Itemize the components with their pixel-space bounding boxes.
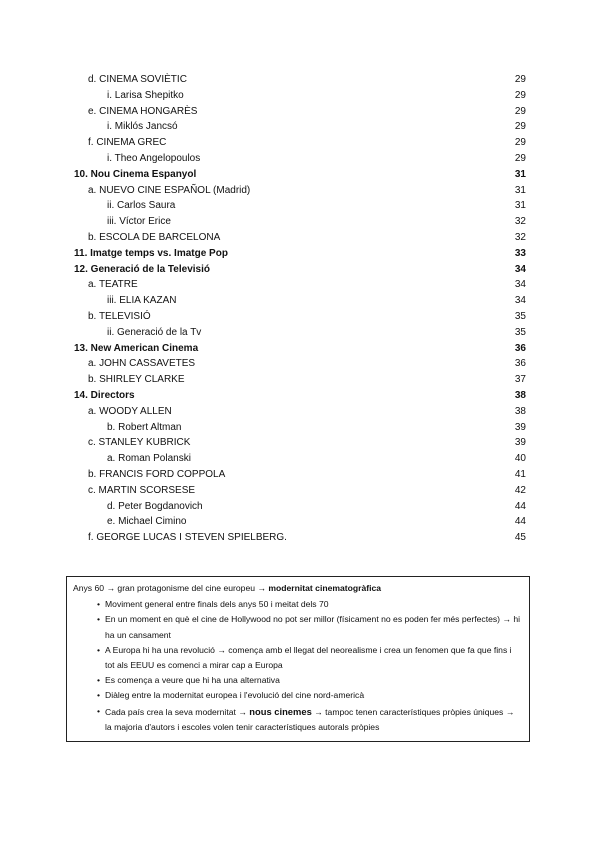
- summary-bullet: [97, 673, 523, 688]
- summary-intro-emphasis: modernitat cinematogràfica: [268, 583, 382, 593]
- toc-entry[interactable]: [0, 372, 600, 388]
- toc-entry-page: 31: [514, 168, 526, 180]
- toc-entry-label: f. CINEMA GREC: [88, 137, 167, 149]
- toc-entry-label: b. FRANCIS FORD COPPOLA: [88, 468, 226, 480]
- toc-entry-label: f. GEORGE LUCAS I STEVEN SPIELBERG.: [88, 532, 287, 544]
- toc-entry[interactable]: [0, 483, 600, 499]
- toc-entry-page: 35: [514, 326, 526, 338]
- toc-entry-label: e. Michael Cimino: [107, 516, 187, 528]
- toc-entry-label: c. STANLEY KUBRICK: [88, 437, 191, 449]
- toc-entry-label: i. Miklós Jancsó: [107, 121, 178, 133]
- toc-entry-label: a. JOHN CASSAVETES: [88, 358, 196, 370]
- toc-entry[interactable]: [0, 151, 600, 167]
- toc-entry[interactable]: [0, 198, 600, 214]
- summary-intro: [73, 581, 523, 596]
- toc-entry[interactable]: [0, 341, 600, 357]
- toc-entry[interactable]: [0, 104, 600, 120]
- summary-bullet-text: Diàleg entre la modernitat europea i l'evolució del cine nord-americà: [105, 690, 365, 701]
- toc-entry[interactable]: [0, 356, 600, 372]
- toc-entry-page: 29: [514, 152, 526, 164]
- summary-bullet-list: [73, 597, 523, 735]
- toc-entry[interactable]: [0, 214, 600, 230]
- toc-entry[interactable]: [0, 167, 600, 183]
- toc-entry-page: 34: [514, 295, 526, 307]
- toc-entry-page: 44: [514, 516, 526, 528]
- toc-entry[interactable]: [0, 388, 600, 404]
- toc-entry-page: 40: [514, 453, 526, 465]
- toc-entry-label: b. SHIRLEY CLARKE: [88, 374, 185, 386]
- toc-entry-page: 39: [514, 421, 526, 433]
- toc-entry[interactable]: [0, 467, 600, 483]
- toc-entry-page: 34: [514, 279, 526, 291]
- toc-entry[interactable]: [0, 325, 600, 341]
- toc-entry-page: 42: [514, 484, 526, 496]
- toc-entry-page: 45: [514, 532, 526, 544]
- toc-entry-page: 31: [514, 184, 526, 196]
- toc-entry[interactable]: [0, 88, 600, 104]
- toc-entry-page: 36: [514, 342, 526, 354]
- toc-entry-label: b. ESCOLA DE BARCELONA: [88, 231, 221, 243]
- toc-entry-label: b. Robert Altman: [107, 421, 182, 433]
- toc-entry[interactable]: [0, 262, 600, 278]
- toc-entry[interactable]: [0, 514, 600, 530]
- summary-bullet: [97, 597, 523, 612]
- toc-entry-label: iii. Víctor Erice: [107, 216, 171, 228]
- toc-entry-label: 11. Imatge temps vs. Imatge Pop: [74, 247, 228, 259]
- toc-entry-page: 37: [514, 374, 526, 386]
- toc-entry[interactable]: [0, 530, 600, 546]
- toc-entry-page: 33: [514, 247, 526, 259]
- summary-intro-text: Anys 60 → gran protagonisme del cine europeu →: [73, 583, 269, 593]
- summary-bullet: [97, 688, 523, 703]
- toc-entry-page: 39: [514, 437, 526, 449]
- toc-entry-label: a. TEATRE: [88, 279, 138, 291]
- toc-entry[interactable]: [0, 420, 600, 436]
- toc-entry-page: 36: [514, 358, 526, 370]
- toc-entry-page: 44: [514, 500, 526, 512]
- toc-entry-label: c. MARTIN SCORSESE: [88, 484, 196, 496]
- toc-entry-page: 29: [514, 137, 526, 149]
- toc-entry-page: 29: [514, 121, 526, 133]
- toc-entry[interactable]: [0, 309, 600, 325]
- toc-entry-label: 14. Directors: [74, 389, 135, 401]
- toc-entry-page: 29: [514, 74, 526, 85]
- summary-box: [66, 576, 530, 742]
- table-of-contents: [0, 72, 600, 546]
- summary-bullet-text: Es comença a veure que hi ha una alternativa: [105, 675, 280, 686]
- summary-bullet: [97, 612, 523, 642]
- summary-bullet-text: Moviment general entre finals dels anys 50 i meitat dels 70: [105, 599, 329, 610]
- toc-entry-label: ii. Generació de la Tv: [107, 326, 202, 338]
- toc-entry[interactable]: [0, 230, 600, 246]
- toc-entry-label: a. Roman Polanski: [107, 453, 191, 465]
- toc-entry-page: 32: [514, 216, 526, 228]
- summary-bullet-text: A Europa hi ha una revolució → comença amb el llegat del neorealisme i crea un fenomen que fa que fins i tot als EEUU es comenci a mirar cap a Europa: [105, 644, 512, 671]
- toc-entry-page: 34: [514, 263, 526, 275]
- toc-entry[interactable]: [0, 404, 600, 420]
- toc-entry-label: d. Peter Bogdanovich: [107, 500, 203, 512]
- toc-entry[interactable]: [0, 499, 600, 515]
- toc-entry-page: 31: [514, 200, 526, 212]
- toc-entry-page: 29: [514, 105, 526, 117]
- toc-entry-page: 29: [514, 89, 526, 101]
- toc-entry-label: 12. Generació de la Televisió: [74, 263, 210, 275]
- toc-entry-label: iii. ELIA KAZAN: [107, 295, 177, 307]
- summary-bullet-emphasis: nous cinemes: [249, 705, 312, 717]
- toc-entry-page: 35: [514, 310, 526, 322]
- toc-entry-label: a. WOODY ALLEN: [88, 405, 172, 417]
- toc-entry[interactable]: [0, 451, 600, 467]
- toc-entry-page: 38: [514, 389, 526, 401]
- summary-bullet: [97, 704, 523, 735]
- toc-entry-label: 10. Nou Cinema Espanyol: [74, 168, 197, 180]
- toc-entry[interactable]: [0, 246, 600, 262]
- toc-entry-label: i. Theo Angelopoulos: [107, 152, 201, 164]
- toc-entry-label: ii. Carlos Saura: [107, 200, 176, 212]
- toc-entry-page: 38: [514, 405, 526, 417]
- toc-entry-label: b. TELEVISIÓ: [88, 310, 151, 322]
- toc-entry-label: a. NUEVO CINE ESPAÑOL (Madrid): [88, 184, 251, 196]
- toc-entry-page: 41: [514, 468, 526, 480]
- toc-entry[interactable]: [0, 277, 600, 293]
- toc-entry[interactable]: [0, 183, 600, 199]
- summary-bullet-text-cont: → tampoc tenen característiques pròpies úniques → la majoria d'autors i escoles volen tenir característiques autorals pròpies: [105, 706, 515, 732]
- toc-entry-label: 13. New American Cinema: [74, 342, 199, 354]
- summary-bullet: [97, 643, 523, 673]
- toc-entry[interactable]: [0, 135, 600, 151]
- summary-bullet-text: Cada país crea la seva modernitat →: [105, 706, 250, 717]
- toc-entry[interactable]: [0, 72, 600, 88]
- toc-entry[interactable]: [0, 293, 600, 309]
- toc-entry-label: d. CINEMA SOVIÈTIC: [88, 74, 187, 85]
- toc-entry-page: 32: [514, 231, 526, 243]
- toc-entry[interactable]: [0, 119, 600, 135]
- toc-entry-label: e. CINEMA HONGARÈS: [88, 105, 198, 117]
- summary-bullet-text: En un moment en què el cine de Hollywood no pot ser millor (físicament no es poden fer més perfectes) → hi ha un cansament: [105, 614, 521, 640]
- toc-entry-label: i. Larisa Shepitko: [107, 89, 184, 101]
- toc-entry[interactable]: [0, 435, 600, 451]
